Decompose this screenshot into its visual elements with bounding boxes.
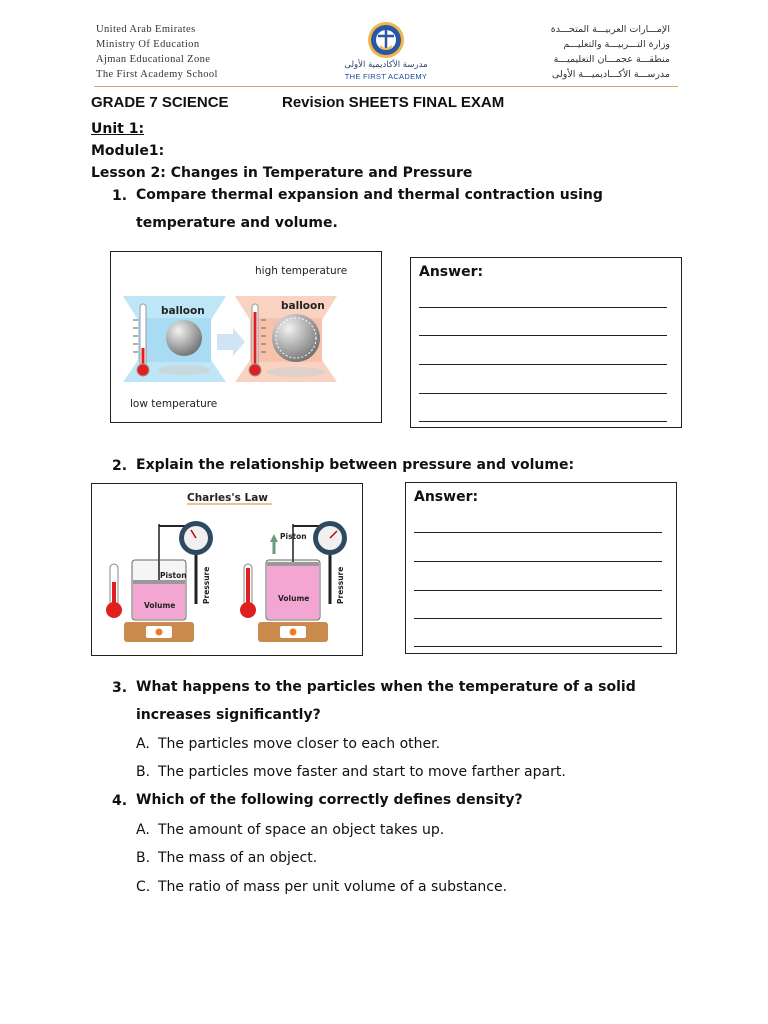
balloon-label-hot: balloon [281,300,325,312]
logo-english-name: THE FIRST ACADEMY [344,72,428,81]
option-letter: A. [136,736,150,752]
q2-answer-box[interactable] [405,482,677,654]
answer-line[interactable] [414,532,662,533]
school-info-arabic [551,22,670,82]
answer-line[interactable] [414,646,662,647]
volume-label-left: Volume [144,601,176,610]
header-ministry: Ministry Of Education [96,39,200,50]
answer-line[interactable] [414,561,662,562]
q3-option-a[interactable] [136,736,440,752]
header-zone-ar: منطقـــة عجمـــان التعليميـــة [553,54,670,65]
answer-line[interactable] [419,364,667,365]
header-divider [94,86,678,87]
answer-line[interactable] [419,335,667,336]
q3-text: What happens to the particles when the temperature of a solid increases significantly? [136,679,636,723]
option-text: The particles move faster and start to move farther apart. [158,764,566,780]
answer-line[interactable] [419,393,667,394]
balloon-label-cold: balloon [161,305,205,317]
answer-line[interactable] [414,590,662,591]
option-text: The particles move closer to each other. [158,736,441,752]
option-text: The ratio of mass per unit volume of a substance. [158,879,508,895]
piston-label-right: Piston [280,532,307,541]
grade-title: GRADE 7 SCIENCE [91,94,229,111]
option-text: The mass of an object. [158,850,318,866]
q4-text: Which of the following correctly defines density? [136,792,523,808]
lesson-heading: Lesson 2: Changes in Temperature and Pressure [91,165,473,181]
q3-number: 3. [112,680,128,696]
exam-title: Revision SHEETS FINAL EXAM [282,94,505,111]
answer-line[interactable] [419,421,667,422]
unit-heading: Unit 1: [91,121,145,137]
q2-text: Explain the relationship between pressure and volume: [136,457,575,473]
thermal-expansion-diagram [111,252,381,422]
q1-number: 1. [112,188,128,204]
answer-line[interactable] [414,618,662,619]
option-letter: C. [136,879,151,895]
q1-figure [110,251,382,423]
low-temp-label: low temperature [130,398,218,410]
q1-text: Compare thermal expansion and thermal contraction using temperature and volume. [136,187,603,231]
charles-law-title: Charles's Law [187,492,269,504]
header-school: The First Academy School [96,69,218,80]
pressure-label-left: Pressure [202,566,211,604]
school-info-english [96,22,218,82]
logo-arabic-name: مدرسة الأكاديمية الأولى [344,60,428,70]
q4-option-a[interactable] [136,822,444,838]
module-heading: Module1: [91,143,165,159]
header-country-ar: الإمـــارات العربيـــة المتحـــدة [550,24,670,35]
answer-line[interactable] [419,307,667,308]
q2-figure [91,483,363,656]
option-letter: B. [136,764,151,780]
q1-answer-label: Answer: [419,264,484,280]
q2-answer-label: Answer: [414,489,479,505]
pressure-label-right: Pressure [336,566,345,604]
header-zone: Ajman Educational Zone [96,54,211,65]
option-text: The amount of space an object takes up. [158,822,445,838]
volume-label-right: Volume [278,594,310,603]
charles-law-diagram [92,484,362,655]
header-school-ar: مدرســـة الأكـــاديميـــة الأولى [551,69,670,80]
q4-option-b[interactable] [136,850,317,866]
high-temp-label: high temperature [255,265,348,277]
header-ministry-ar: وزارة التـــربيـــة والتعليـــم [563,39,670,50]
q4-number: 4. [112,793,128,809]
option-letter: B. [136,850,151,866]
q1-answer-box[interactable] [410,257,682,428]
piston-label-left: Piston [160,571,187,580]
header-country: United Arab Emirates [96,24,196,35]
q2-number: 2. [112,458,128,474]
option-letter: A. [136,822,150,838]
q4-option-c[interactable] [136,879,507,895]
q3-option-b[interactable] [136,764,566,780]
